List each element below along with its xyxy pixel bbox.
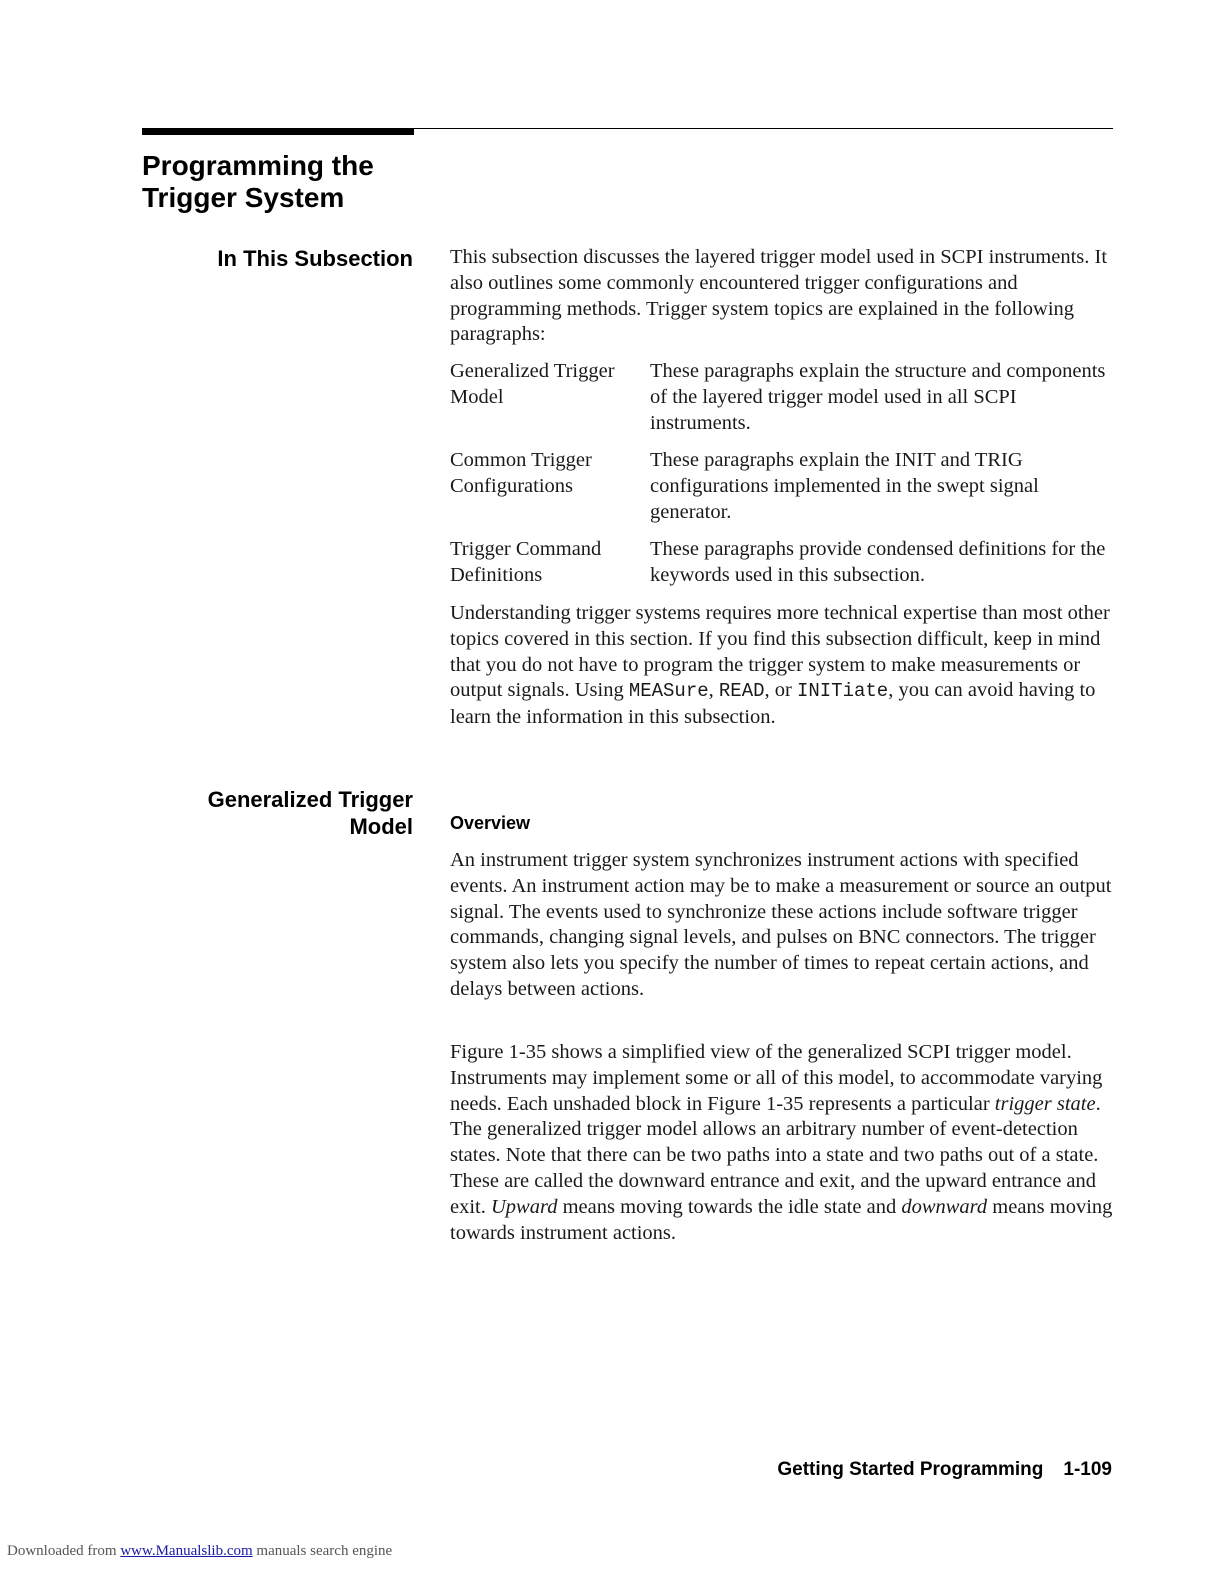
topic-term: Common Trigger Configurations [450, 449, 592, 497]
topic-term: Trigger Command Definitions [450, 538, 602, 586]
section-title [142, 150, 374, 214]
section-title-line1: Programming the [142, 150, 374, 181]
closing-text-part2: , you can avoid having to learn the information in this subsection. [450, 679, 1096, 729]
header-thin-rule [414, 128, 1113, 129]
in-this-subsection-heading: In This Subsection [217, 246, 413, 271]
paragraph-text: . The generalized trigger model allows an arbitrary number of event-detection states. Note that there can be two paths into a state and two paths out of a state. These are called the downward entrance and exit, and the upward entrance and exit. [450, 1092, 1101, 1218]
paragraph-text: means moving towards the idle state and [557, 1195, 902, 1218]
closing-paragraph [450, 601, 1115, 731]
code-measure: MEASure [628, 680, 709, 703]
manualslib-link[interactable]: www.Manualslib.com [120, 1543, 253, 1559]
closing-text-part1: Understanding trigger systems requires more technical expertise than most other topics covered in this section. If you find this subsection difficult, keep in mind that you do not have to program the trigger system to make measurements or output signals. Using [450, 602, 1110, 702]
generalized-heading-line1: Generalized Trigger [207, 787, 413, 812]
topic-description: These paragraphs provide condensed definitions for the keywords used in this subsection. [650, 538, 1106, 586]
generalized-heading-line2: Model [349, 814, 413, 839]
closing-separator: , [708, 679, 719, 702]
generalized-trigger-model-heading [208, 786, 413, 840]
section-title-line2: Trigger System [142, 182, 345, 213]
watermark-suffix: manuals search engine [252, 1543, 393, 1559]
topic-description: These paragraphs explain the INIT and TRIG configurations implemented in the swept signal generator. [650, 449, 1039, 523]
emphasis-downward: downward [901, 1195, 988, 1218]
topic-description: These paragraphs explain the structure and components of the layered trigger model used in all SCPI instruments. [650, 360, 1106, 434]
emphasis-upward: Upward [491, 1195, 558, 1218]
closing-separator: , or [764, 679, 797, 702]
download-watermark [7, 1543, 392, 1560]
header-thick-rule [142, 128, 414, 135]
topic-term: Generalized Trigger Model [450, 360, 615, 408]
emphasis-trigger-state: trigger state [994, 1092, 1096, 1115]
overview-paragraph: An instrument trigger system synchronizes instrument actions with specified events. An instrument action may be to make a measurement or source an output signal. The events used to synchronize these actions include software trigger commands, changing signal levels, and pulses on BNC connectors. The trigger system also lets you specify the number of times to repeat certain actions, and delays between actions. [450, 849, 1112, 1000]
paragraph-text: means moving towards instrument actions. [450, 1195, 1113, 1244]
intro-paragraph: This subsection discusses the layered trigger model used in SCPI instruments. It also outlines some commonly encountered trigger configurations and programming methods. Trigger system topics are explained in the following paragraphs: [450, 246, 1108, 346]
paragraph-text: Figure 1-35 shows a simplified view of the generalized SCPI trigger model. Instruments may implement some or all of this model, to accommodate varying needs. Each unshaded block in Figure 1-35 represents a particular [450, 1041, 1103, 1115]
overview-heading: Overview [450, 813, 531, 833]
figure-reference-paragraph [450, 1040, 1115, 1246]
code-initiate: INITiate [796, 680, 889, 703]
code-read: READ [718, 680, 765, 703]
page-footer [777, 1459, 1112, 1481]
footer-chapter-title: Getting Started Programming [777, 1459, 1044, 1480]
page-number: 1-109 [1063, 1459, 1112, 1480]
watermark-prefix: Downloaded from [7, 1543, 121, 1559]
